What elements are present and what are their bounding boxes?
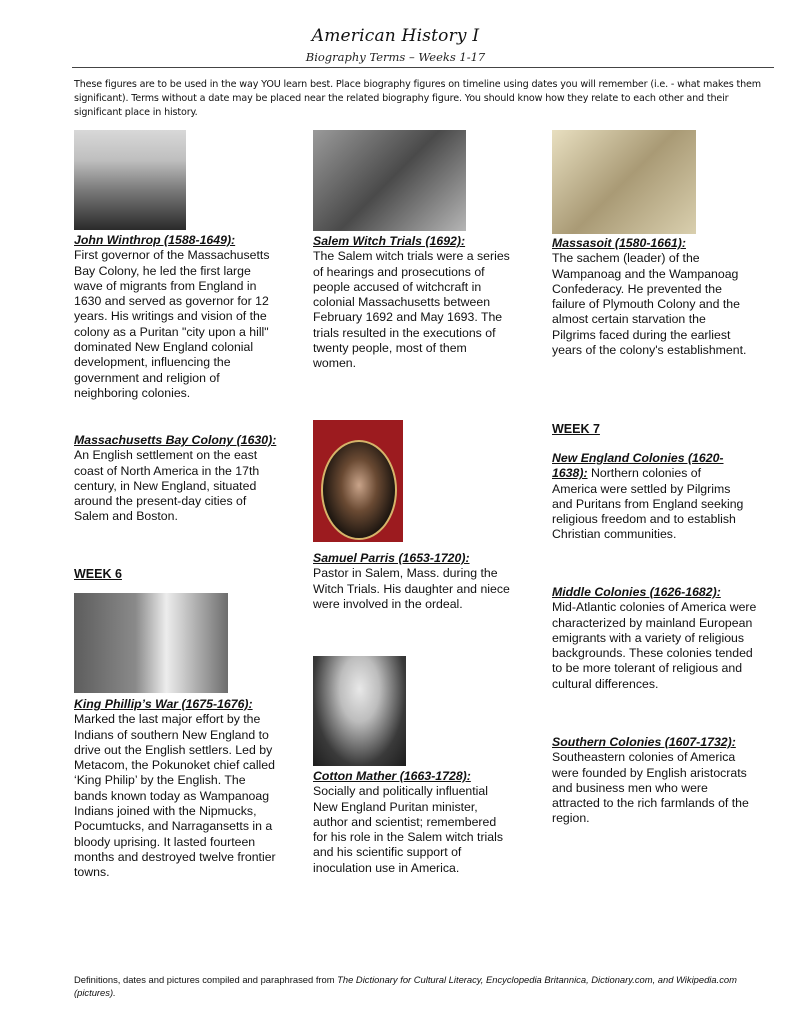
week-7-heading: WEEK 7 (552, 422, 600, 436)
entry-heading: Cotton Mather (1663-1728): (313, 769, 471, 783)
entry-body: Socially and politically influential New England Puritan minister, author and scientist; remembered for his role in the Salem witch trials and his scientific support of inoculation use in America. (313, 784, 503, 875)
john-winthrop-portrait (74, 130, 186, 230)
entry-salem-witch-trials (313, 234, 513, 372)
cotton-mather-portrait (313, 656, 406, 766)
intro-paragraph: These figures are to be used in the way YOU learn best. Place biography figures on timeline using dates you will remember (i.e. - what makes them significant). Terms without a date may be placed near the related biography figure. You should know how they relate to each other and their significant place in history. (74, 79, 761, 118)
entry-body: The sachem (leader) of the Wampanoag and the Wampanoag Confederacy. He prevented the failure of Plymouth Colony and the almost certain starvation the Pilgrims faced during the earliest years of the colony's establishment. (552, 251, 747, 358)
entry-body: The Salem witch trials were a series of hearings and prosecutions of people accused of witchcraft in colonial Massachusetts between February 1692 and May 1693. The trials resulted in the executions of twenty people, most of them women. (313, 249, 510, 371)
entry-massachusetts-bay-colony (74, 433, 279, 525)
entry-heading: Samuel Parris (1653-1720): (313, 551, 470, 565)
entry-heading: Middle Colonies (1626-1682): (552, 585, 721, 599)
footer-prefix: Definitions, dates and pictures compiled and paraphrased from (74, 974, 338, 985)
entry-heading: New England Colonies (1620-1638): (552, 451, 724, 481)
massasoit-engraving (552, 130, 696, 234)
king-phillips-war-engraving (74, 593, 228, 693)
entry-massasoit (552, 236, 752, 358)
entry-john-winthrop (74, 233, 279, 401)
samuel-parris-portrait (313, 420, 403, 542)
entry-body: Northern colonies of America were settled by Pilgrims and Puritans from England seeking religious freedom and to establish Christian communities. (552, 466, 744, 542)
page-subtitle: Biography Terms – Weeks 1-17 (305, 50, 486, 64)
entry-new-england-colonies (552, 451, 747, 543)
entry-body: First governor of the Massachusetts Bay Colony, he led the first large wave of migrants from England in 1630 and served as governor for 12 years. His writings and vision of the colony as a Puritan "city upon a hill" dominated New England colonial development, influencing the government and religion of neighboring colonies. (74, 248, 270, 400)
entry-body: Pastor in Salem, Mass. during the Witch Trials. His daughter and niece were involved in the ordeal. (313, 566, 510, 611)
entry-king-phillips-war (74, 697, 279, 881)
footer-sources: The Dictionary for Cultural Literacy, Encyclopedia Britannica, Dictionary.com, and Wikipedia.com (pictures). (74, 974, 737, 998)
salem-witch-trial-engraving (313, 130, 466, 231)
entry-heading: Massasoit (1580-1661): (552, 236, 686, 250)
entry-samuel-parris (313, 551, 513, 612)
week-6-heading: WEEK 6 (74, 567, 122, 581)
header-divider (72, 67, 774, 68)
entry-body: Southeastern colonies of America were founded by English aristocrats and business men who were attracted to the rich farmlands of the region. (552, 750, 749, 826)
entry-body: Marked the last major effort by the Indians of southern New England to drive out the English settlers. Led by Metacom, the Pokunoket chief called ‘King Philip’ by the English. The bands known today as Wampanoag Indians joined with the Nipmucks, Pocumtucks, and Narragansetts in a bloody uprising. It lasted fourteen months and destroyed twelve frontier towns. (74, 712, 276, 880)
entry-cotton-mather (313, 769, 513, 876)
entry-body: An English settlement on the east coast of North America in the 17th century, in New England, situated around the present-day cities of Salem and Boston. (74, 448, 260, 524)
sources-footer (74, 973, 764, 999)
entry-heading: Massachusetts Bay Colony (1630): (74, 433, 277, 447)
entry-heading: Southern Colonies (1607-1732): (552, 735, 736, 749)
entry-heading: King Phillip’s War (1675-1676): (74, 697, 253, 711)
entry-heading: Salem Witch Trials (1692): (313, 234, 466, 248)
entry-southern-colonies (552, 735, 757, 827)
page-title: American History I (311, 26, 480, 46)
entry-heading: John Winthrop (1588-1649): (74, 233, 236, 247)
entry-body: Mid-Atlantic colonies of America were characterized by mainland European emigrants with a variety of religious backgrounds. These colonies tended to be more tolerant of religious and cultural differences. (552, 600, 757, 691)
entry-middle-colonies (552, 585, 757, 692)
